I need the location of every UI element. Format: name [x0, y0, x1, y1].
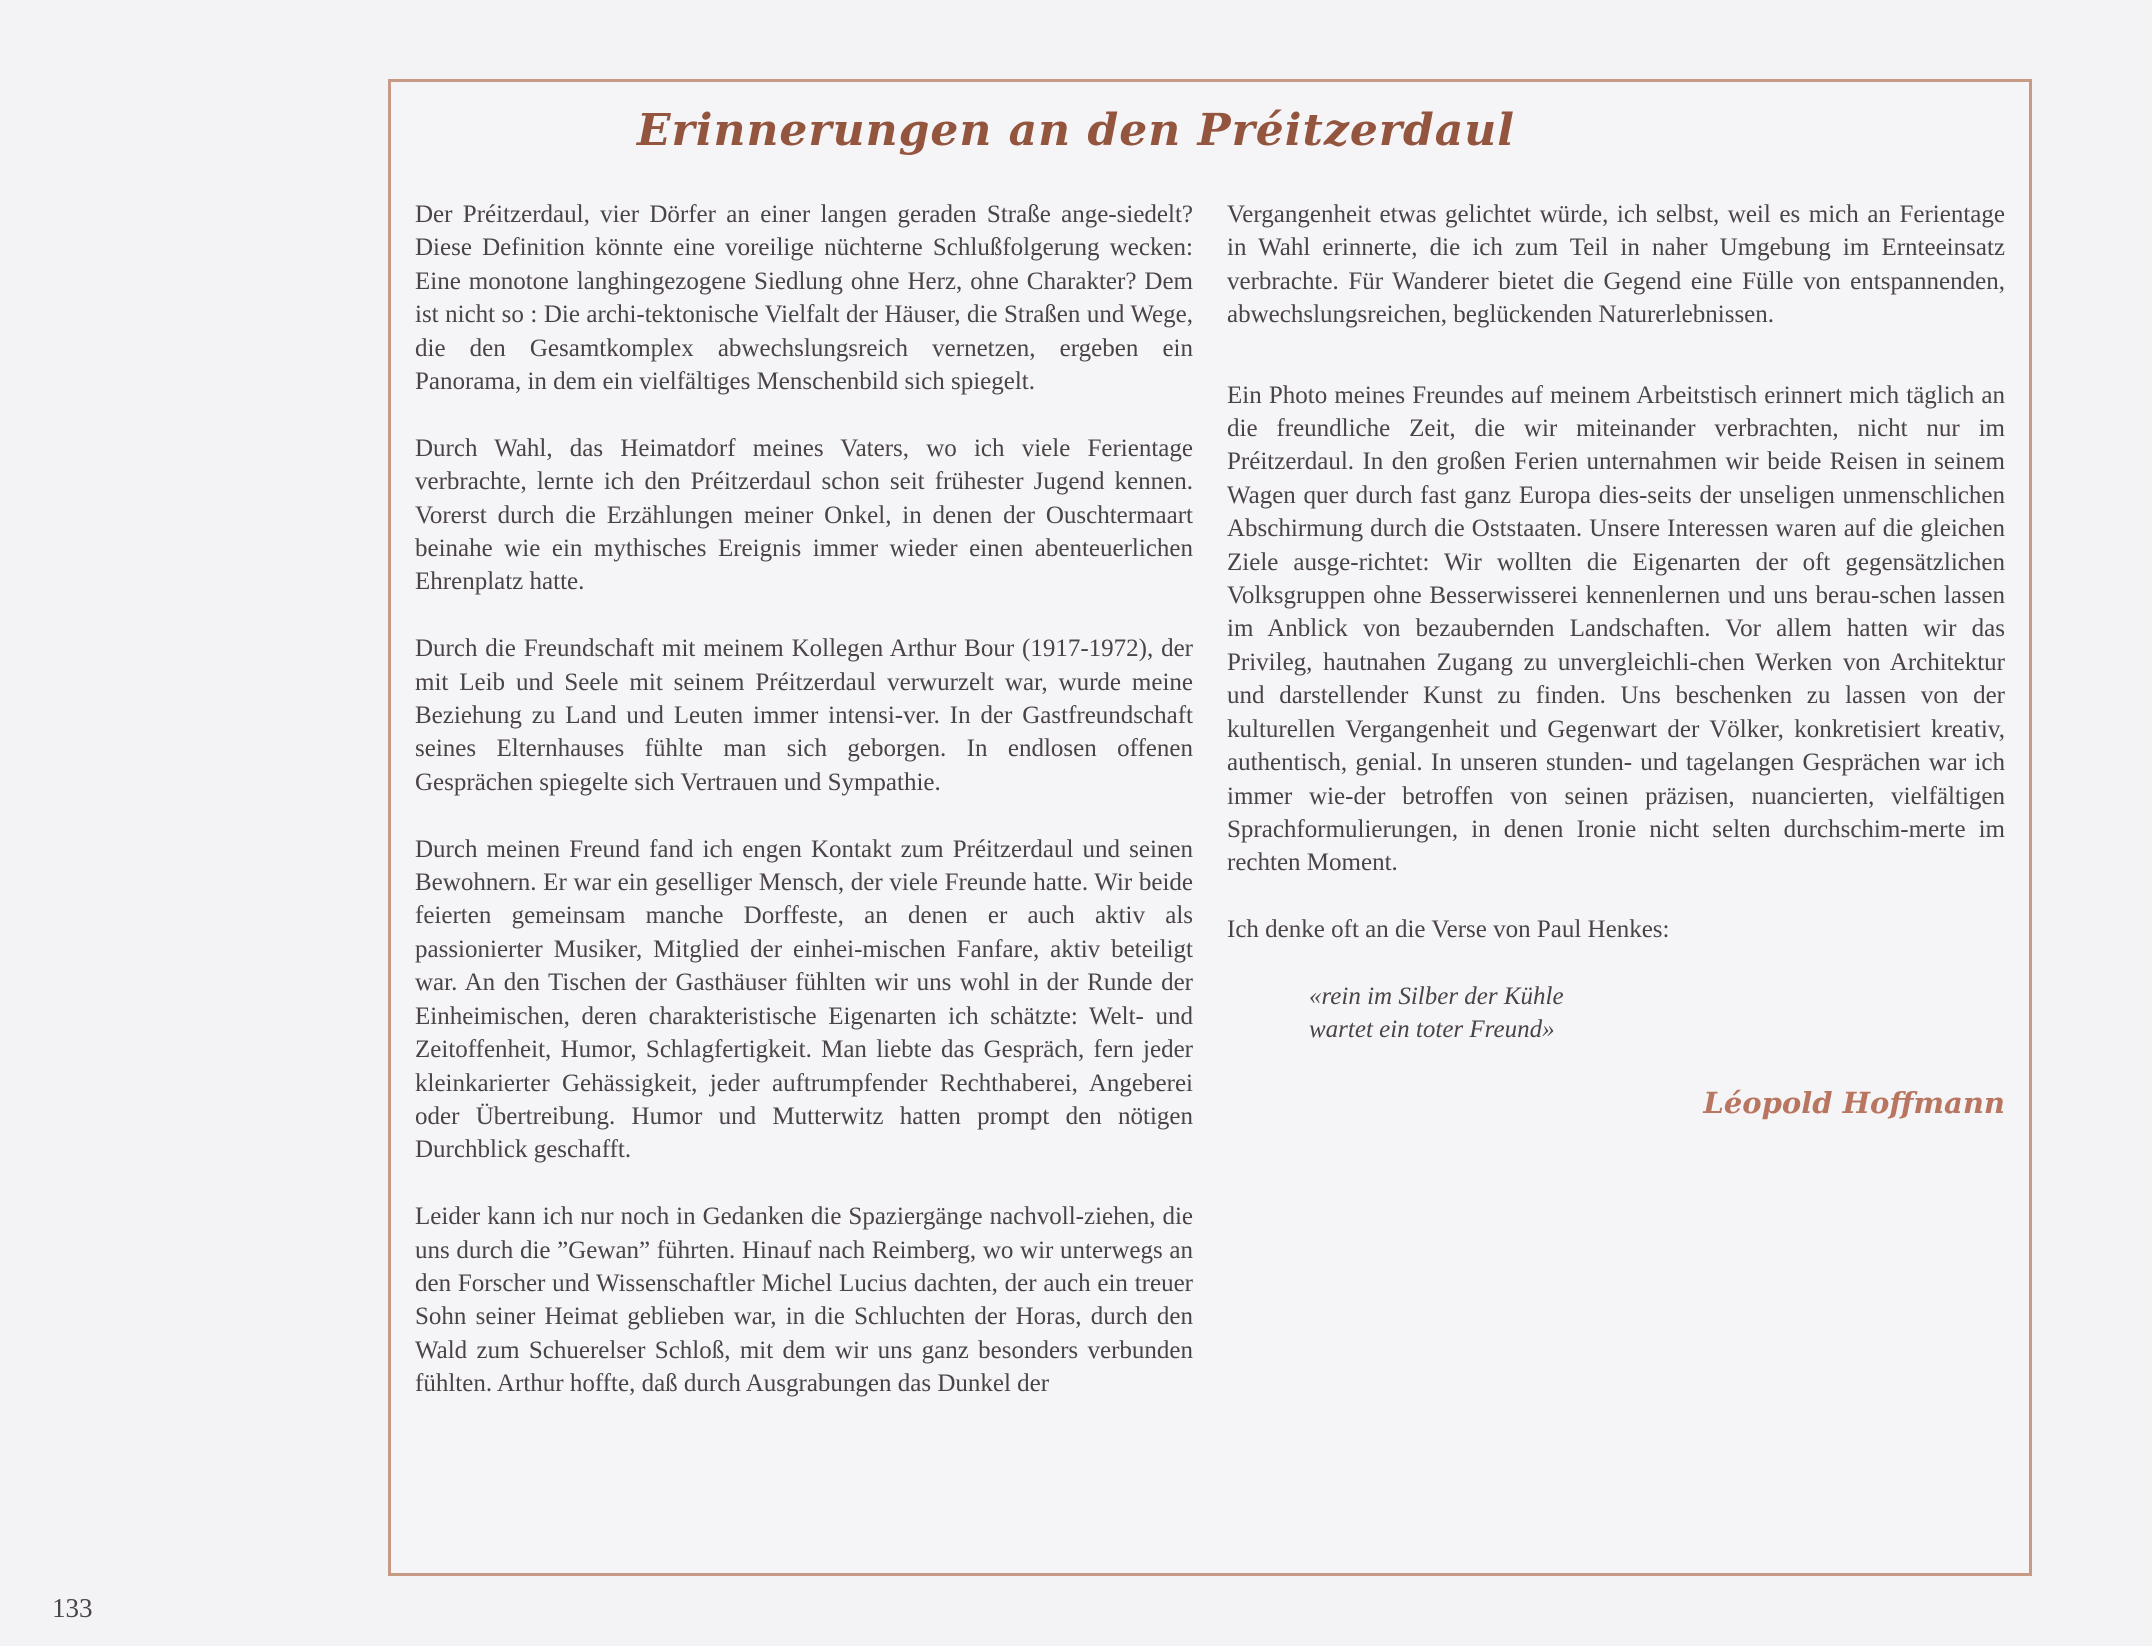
verse-line: «rein im Silber der Kühle	[1309, 982, 1564, 1010]
verse-quote	[1309, 980, 2005, 1047]
paragraph: Vergangenheit etwas gelichtet würde, ich selbst, weil es mich an Ferientage in Wahl erinnerte, die ich zum Teil in naher Umgebung im Ernteeinsatz verbrachte. Für Wanderer bietet die Gegend eine Fülle von entspannenden, abwechslungsreichen, beglückenden Naturerlebnissen.	[1227, 201, 2005, 329]
page-title: Erinnerungen an den Préitzerdaul	[637, 105, 1515, 156]
paragraph: Durch meinen Freund fand ich engen Kontakt zum Préitzerdaul und seinen Bewohnern. Er war ein geselliger Mensch, der viele Freunde hatte. Wir beide feierten gemeinsam manche Dorffeste, an denen er auch aktiv als passionierter Musiker, Mitglied der einhei-mischen Fanfare, aktiv beteiligt war. An den Tischen der Gasthäuser fühlten wir uns wohl in der Runde der Einheimischen, deren charakteristische Eigenarten ich schätzte: Welt- und Zeitoffenheit, Humor, Schlagfertigkeit. Man liebte das Gespräch, fern jeder kleinkarierter Gehässigkeit, jeder auftrumpfender Rechthaberei, Angeberei oder Übertreibung. Humor und Mutterwitz hatten prompt den nötigen Durchblick geschafft.	[415, 835, 1193, 1164]
paragraph: Leider kann ich nur noch in Gedanken die Spaziergänge nachvoll-ziehen, die uns durch die ”Gewan” führten. Hinauf nach Reimberg, wo wir unterwegs an den Forscher und Wissenschaftler Michel Lucius dachten, der auch ein treuer Sohn seiner Heimat geblieben war, in die Schluchten der Horas, durch den Wald zum Schuerelser Schloß, mit dem wir uns ganz besonders verbunden fühlten. Arthur hoffte, daß durch Ausgrabungen das Dunkel der	[415, 1203, 1193, 1398]
paragraph: Durch Wahl, das Heimatdorf meines Vaters, wo ich viele Ferientage verbrachte, lernte ich den Préitzerdaul schon seit frühester Jugend kennen. Vorerst durch die Erzählungen meiner Onkel, in denen der Ouschtermaart beinahe wie ein mythisches Ereignis immer wieder einen abenteuerlichen Ehrenplatz hatte.	[415, 434, 1193, 596]
paragraph: Durch die Freundschaft mit meinem Kollegen Arthur Bour (1917-1972), der mit Leib und Seele mit seinem Préitzerdaul verwurzelt war, wurde meine Beziehung zu Land und Leuten immer intensi-ver. In der Gastfreundschaft seines Elternhauses fühlte man sich geborgen. In endlosen offenen Gesprächen spiegelte sich Vertrauen und Sympathie.	[415, 635, 1193, 796]
right-column	[1227, 198, 2005, 1120]
paragraph: Ein Photo meines Freundes auf meinem Arbeitstisch erinnert mich täglich an die freundliche Zeit, die wir miteinander verbrachten, nicht nur im Préitzerdaul. In den großen Ferien unternahmen wir beide Reisen in seinem Wagen quer durch fast ganz Europa dies-seits der unseligen unmenschlichen Abschirmung durch die Oststaaten. Unsere Interessen waren auf die gleichen Ziele ausge-richtet: Wir wollten die Eigenarten der oft gegensätzlichen Volksgruppen ohne Besserwisserei kennenlernen und uns berau-schen lassen im Anblick von bezaubernden Landschaften. Vor allem hatten wir das Privileg, hautnahen Zugang zu unvergleichli-chen Werken von Architektur und darstellender Kunst zu finden. Uns beschenken zu lassen von der kulturellen Vergangenheit und Gegenwart der Völker, konkretisiert kreativ, authentisch, genial. In unseren stunden- und tagelangen Gesprächen war ich immer wie-der betroffen von seinen präzisen, nuancierten, vielfältigen Sprachformulierungen, in denen Ironie nicht selten durchschim-merte im rechten Moment.	[1227, 381, 2005, 877]
paragraph: Der Préitzerdaul, vier Dörfer an einer langen geraden Straße ange-siedelt? Diese Definition könnte eine voreilige nüchterne Schlußfolgerung wecken: Eine monotone langhingezogene Siedlung ohne Herz, ohne Charakter? Dem ist nicht so : Die archi-tektonische Vielfalt der Häuser, die Straßen und Wege, die den Gesamtkomplex abwechslungsreich vernetzen, ergeben ein Panorama, in dem ein vielfältiges Menschenbild sich spiegelt.	[415, 201, 1193, 396]
left-column	[415, 198, 1193, 1434]
author-signature: Léopold Hoffmann	[1703, 1085, 2005, 1120]
page-number: 133	[52, 1593, 93, 1623]
paragraph: Ich denke oft an die Verse von Paul Henkes:	[1227, 916, 1670, 944]
verse-line: wartet ein toter Freund»	[1309, 1016, 1555, 1044]
